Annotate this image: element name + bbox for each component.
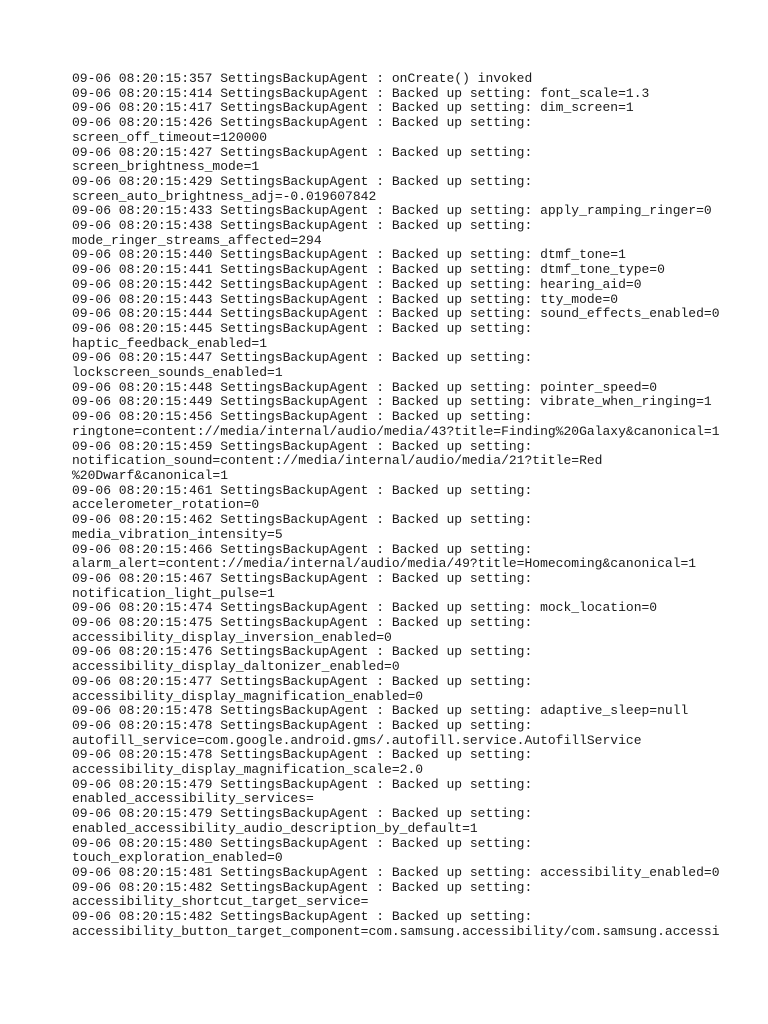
log-line: 09-06 08:20:15:462 SettingsBackupAgent : Backed up setting: (72, 512, 533, 528)
log-line: 09-06 08:20:15:481 SettingsBackupAgent : Backed up setting: accessibility_enabled=0 (72, 864, 720, 880)
log-line: 09-06 08:20:15:474 SettingsBackupAgent : Backed up setting: mock_location=0 (72, 600, 658, 616)
log-line: 09-06 08:20:15:477 SettingsBackupAgent : Backed up setting: (72, 673, 533, 689)
log-line: notification_sound=content://media/internal/audio/media/21?title=Red (72, 453, 603, 469)
log-line: accessibility_display_daltonizer_enabled=0 (72, 659, 400, 675)
log-line: accelerometer_rotation=0 (72, 497, 260, 513)
log-line: notification_light_pulse=1 (72, 585, 275, 601)
log-line: screen_auto_brightness_adj=-0.019607842 (72, 188, 377, 204)
log-line: accessibility_display_magnification_enabled=0 (72, 688, 424, 704)
log-line: autofill_service=com.google.android.gms/.autofill.service.AutofillService (72, 732, 642, 748)
log-line: 09-06 08:20:15:478 SettingsBackupAgent : Backed up setting: (72, 747, 533, 763)
log-line: 09-06 08:20:15:456 SettingsBackupAgent : Backed up setting: (72, 409, 533, 425)
log-line: 09-06 08:20:15:467 SettingsBackupAgent : Backed up setting: (72, 570, 533, 586)
log-line: 09-06 08:20:15:357 SettingsBackupAgent : onCreate() invoked (72, 71, 533, 86)
log-line: haptic_feedback_enabled=1 (72, 335, 268, 351)
log-line: 09-06 08:20:15:461 SettingsBackupAgent : Backed up setting: (72, 482, 533, 498)
log-line: lockscreen_sounds_enabled=1 (72, 365, 283, 381)
log-line: 09-06 08:20:15:438 SettingsBackupAgent : Backed up setting: (72, 218, 533, 234)
log-line: 09-06 08:20:15:414 SettingsBackupAgent : Backed up setting: font_scale=1.3 (72, 85, 650, 101)
log-line: 09-06 08:20:15:466 SettingsBackupAgent : Backed up setting: (72, 541, 533, 557)
log-line: touch_exploration_enabled=0 (72, 850, 283, 866)
log-line: 09-06 08:20:15:444 SettingsBackupAgent : Backed up setting: sound_effects_enabled=0 (72, 306, 720, 322)
log-line: %20Dwarf&canonical=1 (72, 467, 229, 483)
log-line: 09-06 08:20:15:479 SettingsBackupAgent : Backed up setting: (72, 806, 533, 822)
log-line: 09-06 08:20:15:482 SettingsBackupAgent : Backed up setting: (72, 909, 533, 925)
log-line: 09-06 08:20:15:443 SettingsBackupAgent : Backed up setting: tty_mode=0 (72, 291, 619, 307)
log-line: 09-06 08:20:15:478 SettingsBackupAgent : Backed up setting: adaptive_sleep=null (72, 703, 689, 719)
log-line: enabled_accessibility_audio_description_by_default=1 (72, 820, 478, 836)
log-line: 09-06 08:20:15:475 SettingsBackupAgent : Backed up setting: (72, 615, 533, 631)
log-line: alarm_alert=content://media/internal/audio/media/49?title=Homecoming&canonical=1 (72, 556, 697, 572)
log-line: screen_off_timeout=120000 (72, 129, 268, 145)
log-line: accessibility_shortcut_target_service= (72, 894, 369, 910)
log-line: 09-06 08:20:15:480 SettingsBackupAgent : Backed up setting: (72, 835, 533, 851)
log-line: 09-06 08:20:15:482 SettingsBackupAgent : Backed up setting: (72, 879, 533, 895)
log-line: 09-06 08:20:15:433 SettingsBackupAgent : Backed up setting: apply_ramping_ringer=0 (72, 203, 712, 219)
log-line: 09-06 08:20:15:448 SettingsBackupAgent : Backed up setting: pointer_speed=0 (72, 379, 658, 395)
log-line: screen_brightness_mode=1 (72, 159, 260, 175)
log-line: mode_ringer_streams_affected=294 (72, 232, 322, 248)
log-line: 09-06 08:20:15:449 SettingsBackupAgent : Backed up setting: vibrate_when_ringing=1 (72, 394, 712, 410)
log-line: 09-06 08:20:15:445 SettingsBackupAgent : Backed up setting: (72, 320, 533, 336)
log-line: accessibility_button_target_component=com.samsung.accessibility/com.samsung.accessi (72, 923, 720, 939)
log-line: 09-06 08:20:15:447 SettingsBackupAgent : Backed up setting: (72, 350, 533, 366)
log-line: accessibility_display_inversion_enabled=0 (72, 629, 392, 645)
log-line: accessibility_display_magnification_scale=2.0 (72, 762, 424, 778)
log-line: 09-06 08:20:15:426 SettingsBackupAgent : Backed up setting: (72, 115, 533, 131)
log-line: 09-06 08:20:15:429 SettingsBackupAgent : Backed up setting: (72, 173, 533, 189)
log-line: ringtone=content://media/internal/audio/media/43?title=Finding%20Galaxy&canonical=1 (72, 423, 720, 439)
log-line: 09-06 08:20:15:479 SettingsBackupAgent : Backed up setting: (72, 776, 533, 792)
log-text-block (72, 71, 720, 939)
log-line: 09-06 08:20:15:478 SettingsBackupAgent : Backed up setting: (72, 717, 533, 733)
log-line: 09-06 08:20:15:476 SettingsBackupAgent : Backed up setting: (72, 644, 533, 660)
log-line: 09-06 08:20:15:440 SettingsBackupAgent : Backed up setting: dtmf_tone=1 (72, 247, 626, 263)
log-line: media_vibration_intensity=5 (72, 526, 283, 542)
log-line: 09-06 08:20:15:459 SettingsBackupAgent : Backed up setting: (72, 438, 533, 454)
log-line: 09-06 08:20:15:441 SettingsBackupAgent : Backed up setting: dtmf_tone_type=0 (72, 262, 665, 278)
log-line: enabled_accessibility_services= (72, 791, 314, 807)
log-line: 09-06 08:20:15:427 SettingsBackupAgent : Backed up setting: (72, 144, 533, 160)
log-line: 09-06 08:20:15:442 SettingsBackupAgent : Backed up setting: hearing_aid=0 (72, 276, 642, 292)
log-line: 09-06 08:20:15:417 SettingsBackupAgent : Backed up setting: dim_screen=1 (72, 100, 634, 116)
